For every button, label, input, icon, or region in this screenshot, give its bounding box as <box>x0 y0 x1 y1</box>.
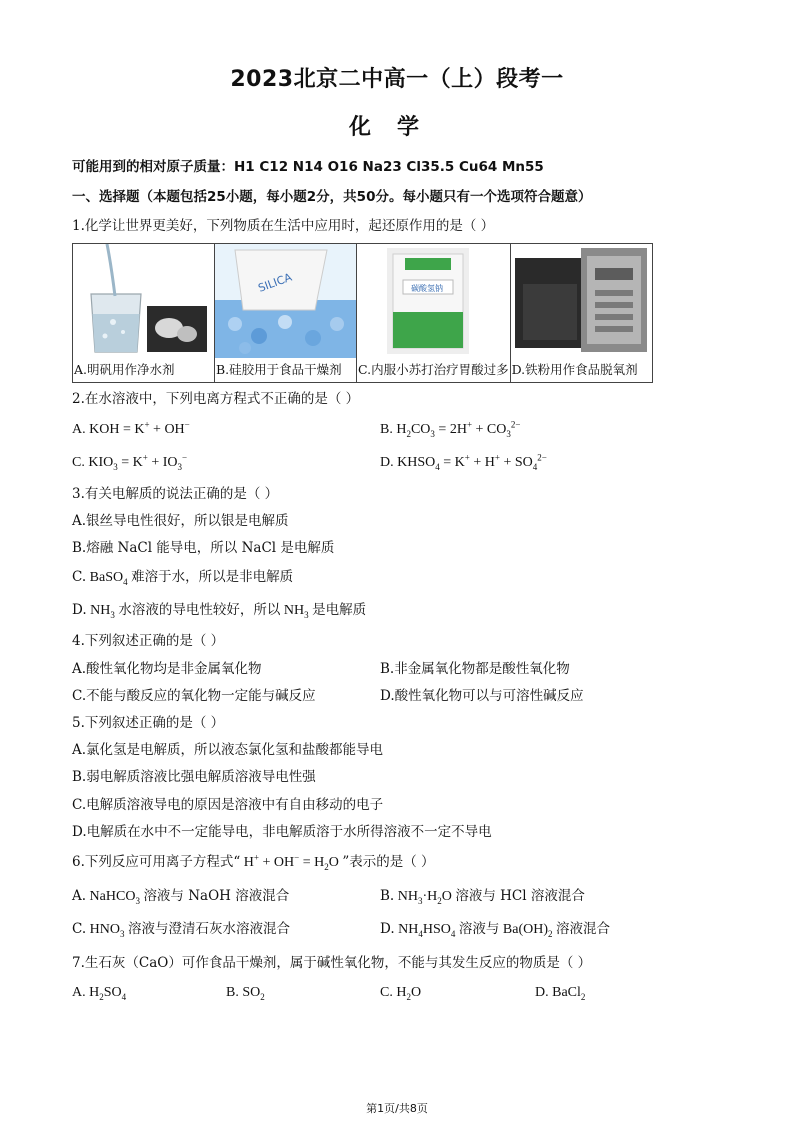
page-title: 2023北京二中高一（上）段考一 <box>230 67 564 92</box>
question-6-option-a: A. NaHCO$_3$ 溶液与 NaOH 溶液混合 <box>72 888 290 906</box>
question-4-option-b: B.非金属氧化物都是酸性氧化物 <box>380 661 570 677</box>
option-text: 溶液混合 <box>556 921 610 937</box>
question-3-option-d: D. $NH_3$ 水溶液的导电性较好，所以 $NH_3$ 是电解质 <box>72 602 367 620</box>
question-7-stem: 7.生石灰（CaO）可作食品干燥剂，属于碱性氧化物，不能与其发生反应的物质是（ ） <box>72 955 592 971</box>
baking-soda-image <box>357 244 510 358</box>
option-text: 溶液与 <box>458 921 500 937</box>
option-b-caption: B.硅胶用于食品干燥剂 <box>216 362 342 377</box>
option-label: A. <box>72 985 86 1000</box>
atomic-masses: 可能用到的相对原子质量：H1 C12 N14 O16 Na23 Cl35.5 Cu64 Mn55 <box>72 159 544 175</box>
question-5-option-d: D.电解质在水中不一定能导电，非电解质溶于水所得溶液不一定不导电 <box>72 824 492 840</box>
option-label: D. <box>380 455 394 470</box>
subject-title: 化学 <box>348 115 445 140</box>
option-label: C. <box>72 921 87 937</box>
question-4-option-c: C.不能与酸反应的氧化物一定能与碱反应 <box>72 688 316 704</box>
option-text: 溶液与澄清石灰水溶液混合 <box>127 921 290 937</box>
option-label: C. <box>72 455 85 470</box>
question-3-option-c: C. BaSO$_4$ 难溶于水，所以是非电解质 <box>72 569 294 587</box>
question-2-stem: 2.在水溶液中，下列电离方程式不正确的是（ ） <box>72 391 360 407</box>
question-2-option-c: C. $KIO_3 = K^+ + IO_3^-$ <box>72 452 188 472</box>
option-label: C. <box>72 569 87 585</box>
question-7-option-d: D. BaCl$_2$ <box>535 985 586 1002</box>
question-5-stem: 5.下列叙述正确的是（ ） <box>72 715 225 731</box>
question-7-option-c: C. $H_2O$ <box>380 985 422 1002</box>
stem-text: 6.下列反应可用离子方程式“ <box>72 854 241 870</box>
question-4-option-a: A.酸性氧化物均是非金属氧化物 <box>72 661 262 677</box>
question-7-option-b: B. $SO_2$ <box>226 985 265 1002</box>
option-label: B. <box>226 985 239 1000</box>
option-text: 溶液与 HCl 溶液混合 <box>455 888 585 904</box>
question-5-option-c: C.电解质溶液导电的原因是溶液中有自由移动的电子 <box>72 797 384 813</box>
option-label: D. <box>72 602 87 618</box>
silica-gel-image <box>215 244 356 358</box>
question-5-option-b: B.弱电解质溶液比强电解质溶液导电性强 <box>72 769 316 785</box>
option-text: 难溶于水，所以是非电解质 <box>131 569 294 585</box>
option-label: B. <box>380 888 395 904</box>
question-4-stem: 4.下列叙述正确的是（ ） <box>72 633 225 649</box>
question-4-option-d: D.酸性氧化物可以与可溶性碱反应 <box>380 688 584 704</box>
option-label: A. <box>72 422 86 437</box>
baking-soda-bag-label: 碳酸氢钠 <box>411 284 443 293</box>
option-d-image-cell <box>510 244 652 383</box>
question-2-option-a: A. KOH = K+ + OH− <box>72 419 190 437</box>
question-6-stem: 6.下列反应可用离子方程式“ $H^+ + OH^- = H_2O$ ”表示的是（ ） <box>72 852 435 872</box>
option-text: 溶液与 NaOH 溶液混合 <box>143 888 290 904</box>
alum-water-image <box>73 244 214 358</box>
option-label: D. <box>380 921 395 937</box>
section-heading: 一、选择题（本题包括25小题，每小题2分，共50分。每小题只有一个选项符合题意） <box>72 189 592 205</box>
option-label: B. <box>380 422 393 437</box>
option-b-image-cell <box>215 244 357 383</box>
question-5-option-a: A.氯化氢是电解质，所以液态氯化氢和盐酸都能导电 <box>72 742 384 758</box>
question-6-option-c: C. $HNO_3$ 溶液与澄清石灰水溶液混合 <box>72 921 290 939</box>
question-3-option-b: B.熔融 NaCl 能导电，所以 NaCl 是电解质 <box>72 540 335 556</box>
option-text: 是电解质 <box>312 602 367 618</box>
question-7-option-a: A. $H_2SO_4$ <box>72 985 127 1002</box>
option-label: C. <box>380 985 393 1000</box>
option-label: A. <box>72 888 87 904</box>
option-d-caption: D.铁粉用作食品脱氧剂 <box>511 362 638 377</box>
option-c-caption: C.内服小苏打治疗胃酸过多 <box>358 362 509 377</box>
question-2-option-d: D. $KHSO_4 = K^+ + H^+ + SO_4^{2-}$ <box>380 452 547 472</box>
question-1-option-table <box>72 243 653 383</box>
option-a-caption: A.明矾用作净水剂 <box>74 362 175 377</box>
question-6-option-b: B. $NH_3\cdot H_2O$ 溶液与 HCl 溶液混合 <box>380 888 585 906</box>
question-3-option-a: A.银丝导电性很好，所以银是电解质 <box>72 513 289 529</box>
question-2-option-b: B. $H_2CO_3 = 2H^+ + CO_3^{2-}$ <box>380 419 521 439</box>
option-c-image-cell <box>357 244 511 383</box>
option-text: 水溶液的导电性较好，所以 <box>118 602 281 618</box>
question-3-stem: 3.有关电解质的说法正确的是（ ） <box>72 486 279 502</box>
question-1-stem: 1.化学让世界更美好，下列物质在生活中应用时，起还原作用的是（ ） <box>72 218 495 234</box>
silica-bag-label: SILICA <box>256 270 294 295</box>
page-footer: 第1页/共8页 <box>366 1102 428 1115</box>
question-6-option-d: D. $NH_4HSO_4$ 溶液与 $Ba(OH)_2$ 溶液混合 <box>380 921 610 939</box>
option-a-image-cell <box>73 244 215 383</box>
iron-powder-image <box>511 244 652 358</box>
stem-text: ”表示的是（ ） <box>342 854 435 870</box>
option-label: D. <box>535 985 549 1000</box>
